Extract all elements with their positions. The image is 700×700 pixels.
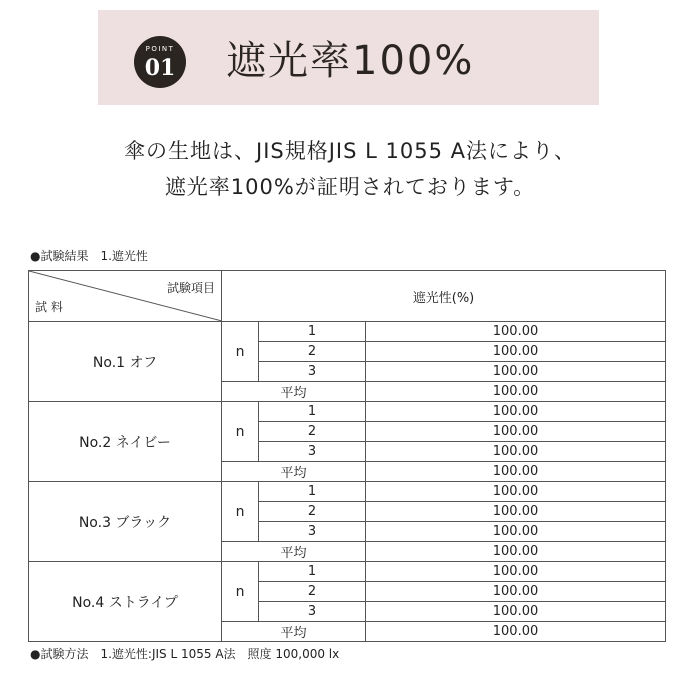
point-badge [134,36,186,88]
average-label: 平均 [222,622,366,642]
trial-number: 3 [259,362,366,382]
method-caption: ●試験方法 1.遮光性:JIS L 1055 A法 照度 100,000 lx [30,647,340,661]
n-label: n [222,322,259,382]
trial-number: 1 [259,482,366,502]
shading-value: 100.00 [366,602,666,622]
results-caption: ●試験結果 1.遮光性 [30,249,148,263]
banner-title: 遮光率100% [226,38,475,84]
average-value: 100.00 [366,622,666,642]
trial-number: 1 [259,562,366,582]
average-value: 100.00 [366,462,666,482]
shading-value: 100.00 [366,342,666,362]
average-label: 平均 [222,462,366,482]
trial-number: 1 [259,402,366,422]
shading-value: 100.00 [366,562,666,582]
trial-number: 2 [259,582,366,602]
header-diagonal-cell [29,271,222,322]
trial-number: 3 [259,442,366,462]
shading-value: 100.00 [366,322,666,342]
shading-value: 100.00 [366,442,666,462]
badge-number: 01 [144,55,176,81]
trial-number: 3 [259,602,366,622]
lead-line-2: 遮光率100%が証明されております。 [164,175,536,199]
badge-label: POINT [145,45,175,53]
shading-value: 100.00 [366,482,666,502]
shading-value: 100.00 [366,402,666,422]
shading-value: 100.00 [366,522,666,542]
trial-number: 1 [259,322,366,342]
lead-line-1: 傘の生地は、JIS規格JIS L 1055 A法により、 [124,139,576,163]
table-row [29,482,666,502]
n-label: n [222,562,259,622]
table-row [29,322,666,342]
results-table [28,270,666,642]
sample-name: No.2 ネイビー [29,402,222,482]
trial-number: 3 [259,522,366,542]
shading-value: 100.00 [366,582,666,602]
shading-value: 100.00 [366,362,666,382]
average-value: 100.00 [366,382,666,402]
trial-number: 2 [259,422,366,442]
trial-number: 2 [259,342,366,362]
header-value-label: 遮光性(%) [222,271,666,322]
header-item-label: 試験項目 [166,281,215,295]
sample-name: No.1 オフ [29,322,222,402]
table-row [29,562,666,582]
n-label: n [222,402,259,462]
header-sample-label: 試 料 [35,300,63,314]
sample-name: No.3 ブラック [29,482,222,562]
average-label: 平均 [222,542,366,562]
n-label: n [222,482,259,542]
average-label: 平均 [222,382,366,402]
trial-number: 2 [259,502,366,522]
table-row [29,402,666,422]
shading-value: 100.00 [366,422,666,442]
sample-name: No.4 ストライプ [29,562,222,642]
table-header-row [29,271,666,322]
shading-value: 100.00 [366,502,666,522]
average-value: 100.00 [366,542,666,562]
